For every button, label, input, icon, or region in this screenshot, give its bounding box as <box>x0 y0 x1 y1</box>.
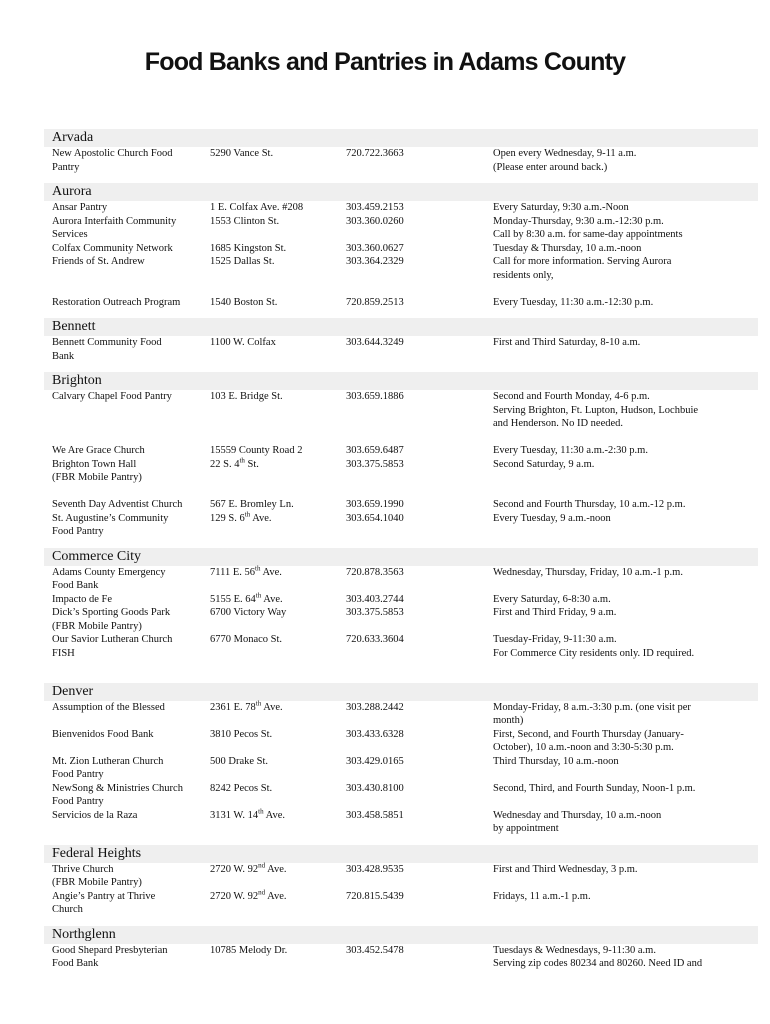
pantry-hours <box>493 336 743 350</box>
pantry-hours-line: Serving zip codes 80234 and 80260. Need ID and <box>493 958 703 969</box>
pantry-address-line: 1 E. Colfax Ave. #208 <box>210 202 304 213</box>
pantry-hours <box>493 512 743 526</box>
pantry-name-line: Mt. Zion Lutheran Church <box>52 755 164 767</box>
pantry-name <box>52 336 207 363</box>
pantry-phone <box>346 201 476 215</box>
pantry-address <box>210 512 340 526</box>
pantry-name-line: Church <box>52 904 83 915</box>
pantry-phone <box>346 782 476 796</box>
pantry-name <box>52 444 207 458</box>
pantry-phone <box>346 498 476 512</box>
pantry-phone <box>346 633 476 647</box>
pantry-name <box>52 606 207 633</box>
pantry-entry <box>44 633 758 674</box>
pantry-name-line: Colfax Community Network <box>52 242 173 254</box>
pantry-name-line: Brighton Town Hall <box>52 458 137 470</box>
pantry-address <box>210 444 340 458</box>
pantry-address <box>210 728 340 742</box>
pantry-phone-line: 720.859.2513 <box>346 296 404 308</box>
pantry-phone <box>346 755 476 769</box>
pantry-entry <box>44 755 758 782</box>
pantry-address <box>210 890 340 904</box>
pantry-phone <box>346 863 476 877</box>
pantry-name <box>52 755 207 782</box>
section-northglenn <box>44 926 758 971</box>
pantry-name-line: (FBR Mobile Pantry) <box>52 620 142 632</box>
pantry-address <box>210 606 340 620</box>
pantry-entry <box>44 728 758 755</box>
pantry-hours <box>493 755 743 769</box>
pantry-name <box>52 390 207 404</box>
pantry-address-line: 6770 Monaco St. <box>210 634 283 645</box>
pantry-hours-line: Call for more information. Serving Aurora <box>493 256 672 267</box>
pantry-entry <box>44 255 758 296</box>
pantry-hours <box>493 566 743 580</box>
pantry-entry <box>44 215 758 242</box>
pantry-address <box>210 701 340 715</box>
pantry-name-line: Bank <box>52 350 75 362</box>
pantry-hours <box>493 809 743 836</box>
pantry-hours <box>493 296 743 310</box>
pantry-name <box>52 863 207 890</box>
section-heading: Federal Heights <box>44 845 758 863</box>
pantry-hours <box>493 147 743 174</box>
section-heading: Commerce City <box>44 548 758 566</box>
section-aurora <box>44 183 758 309</box>
pantry-name-line: NewSong & Ministries Church <box>52 782 183 794</box>
pantry-name <box>52 498 207 512</box>
pantry-phone <box>346 890 476 904</box>
pantry-entry <box>44 809 758 836</box>
pantry-address-line: 3810 Pecos St. <box>210 728 273 740</box>
pantry-phone-line: 303.659.1886 <box>346 391 404 402</box>
pantry-name-line: Bienvenidos Food Bank <box>52 728 154 740</box>
pantry-address <box>210 390 340 404</box>
pantry-name-line: Food Bank <box>52 958 99 969</box>
pantry-entry <box>44 863 758 890</box>
pantry-hours <box>493 458 743 472</box>
pantry-name-line: New Apostolic Church Food <box>52 148 173 159</box>
pantry-phone <box>346 606 476 620</box>
pantry-hours-line: October), 10 a.m.-noon and 3:30-5:30 p.m. <box>493 742 674 753</box>
pantry-phone <box>346 809 476 823</box>
pantry-address <box>210 296 340 310</box>
pantry-hours-line: Wednesday, Thursday, Friday, 10 a.m.-1 p.m. <box>493 566 683 578</box>
pantry-entry <box>44 147 758 174</box>
pantry-hours-line: For Commerce City residents only. ID required. <box>493 647 695 659</box>
pantry-entry <box>44 944 758 971</box>
pantry-name-line: Seventh Day Adventist Church <box>52 499 183 510</box>
pantry-address-line: 1540 Boston St. <box>210 296 278 308</box>
pantry-phone <box>346 512 476 526</box>
pantry-name-line: FISH <box>52 647 75 659</box>
pantry-address <box>210 593 340 607</box>
pantry-hours-line: Every Tuesday, 11:30 a.m.-2:30 p.m. <box>493 445 648 456</box>
pantry-name-line: Angie’s Pantry at Thrive <box>52 890 156 902</box>
pantry-hours <box>493 728 743 755</box>
pantry-hours-line: Every Tuesday, 11:30 a.m.-12:30 p.m. <box>493 296 654 308</box>
pantry-name <box>52 728 207 742</box>
pantry-name-line: Food Bank <box>52 580 99 591</box>
pantry-name-line: Food Pantry <box>52 796 104 807</box>
pantry-address-line: 2720 W. 92nd Ave. <box>210 861 287 875</box>
pantry-phone <box>346 336 476 350</box>
pantry-address <box>210 944 340 958</box>
pantry-name-line: Thrive Church <box>52 863 114 875</box>
pantry-hours <box>493 863 743 877</box>
pantry-hours <box>493 215 743 242</box>
pantry-hours-line: Second, Third, and Fourth Sunday, Noon-1 p.m. <box>493 782 696 794</box>
pantry-phone-line: 720.878.3563 <box>346 566 404 578</box>
pantry-name <box>52 782 207 809</box>
section-heading: Bennett <box>44 318 758 336</box>
pantry-address <box>210 782 340 796</box>
pantry-entry <box>44 593 758 607</box>
pantry-name <box>52 201 207 215</box>
pantry-name-line: We Are Grace Church <box>52 445 145 456</box>
pantry-hours <box>493 390 743 431</box>
pantry-hours <box>493 242 743 256</box>
pantry-name <box>52 147 207 174</box>
pantry-name <box>52 458 207 485</box>
pantry-address <box>210 566 340 580</box>
document-title: Food Banks and Pantries in Adams County <box>144 48 626 76</box>
pantry-address <box>210 809 340 823</box>
directory <box>44 129 758 980</box>
pantry-hours-line: Monday-Thursday, 9:30 a.m.-12:30 p.m. <box>493 215 664 227</box>
pantry-hours-line: Wednesday and Thursday, 10 a.m.-noon <box>493 809 662 821</box>
pantry-phone <box>346 255 476 269</box>
pantry-name-line: St. Augustine’s Community <box>52 512 169 524</box>
pantry-address-line: 5290 Vance St. <box>210 148 274 159</box>
pantry-hours-line: First, Second, and Fourth Thursday (January- <box>493 728 684 740</box>
pantry-hours-line: Every Tuesday, 9 a.m.-noon <box>493 512 611 524</box>
pantry-name <box>52 215 207 242</box>
pantry-phone <box>346 444 476 458</box>
pantry-address <box>210 633 340 647</box>
pantry-phone-line: 303.430.8100 <box>346 782 404 794</box>
pantry-entry <box>44 606 758 633</box>
pantry-address-line: 7111 E. 56th Ave. <box>210 564 282 578</box>
section-heading: Brighton <box>44 372 758 390</box>
pantry-name-line: Calvary Chapel Food Pantry <box>52 391 172 402</box>
pantry-phone <box>346 593 476 607</box>
pantry-hours <box>493 255 743 282</box>
pantry-entry <box>44 242 758 256</box>
pantry-address-line: 5155 E. 64th Ave. <box>210 591 283 605</box>
pantry-hours <box>493 782 743 796</box>
pantry-entry <box>44 201 758 215</box>
pantry-hours-line: Monday-Friday, 8 a.m.-3:30 p.m. (one visit per <box>493 701 691 713</box>
pantry-address <box>210 201 340 215</box>
pantry-name-line: Good Shepard Presbyterian <box>52 944 168 956</box>
pantry-address <box>210 215 340 229</box>
pantry-name <box>52 512 207 539</box>
pantry-name-line: Dick’s Sporting Goods Park <box>52 607 171 618</box>
pantry-phone <box>346 566 476 580</box>
section-heading: Denver <box>44 683 758 701</box>
pantry-hours-line: Second and Fourth Thursday, 10 a.m.-12 p.m. <box>493 499 686 510</box>
pantry-address-line: 3131 W. 14th Ave. <box>210 807 285 821</box>
pantry-phone-line: 303.360.0260 <box>346 215 404 227</box>
section-federal-heights <box>44 845 758 917</box>
pantry-address-line: 1100 W. Colfax <box>210 337 276 348</box>
pantry-hours-line: Serving Brighton, Ft. Lupton, Hudson, Lochbuie <box>493 404 699 416</box>
pantry-phone-line: 720.815.5439 <box>346 890 404 902</box>
pantry-address-line: 6700 Victory Way <box>210 607 287 618</box>
pantry-phone-line: 303.659.1990 <box>346 499 404 510</box>
pantry-hours-line: Second and Fourth Monday, 4-6 p.m. <box>493 391 650 402</box>
pantry-phone-line: 303.364.2329 <box>346 256 404 267</box>
pantry-phone <box>346 296 476 310</box>
pantry-phone <box>346 701 476 715</box>
pantry-phone-line: 303.360.0627 <box>346 242 404 254</box>
pantry-phone-line: 720.722.3663 <box>346 148 404 159</box>
pantry-name-line: Pantry <box>52 161 80 173</box>
pantry-name-line: Bennett Community Food <box>52 337 162 348</box>
pantry-hours <box>493 606 743 620</box>
pantry-address-line: 22 S. 4th St. <box>210 456 259 470</box>
pantry-name <box>52 944 207 971</box>
pantry-hours <box>493 944 743 971</box>
pantry-name-line: Food Pantry <box>52 769 104 780</box>
pantry-hours-line: First and Third Friday, 9 a.m. <box>493 607 617 618</box>
pantry-phone-line: 303.375.5853 <box>346 458 404 470</box>
pantry-phone-line: 303.659.6487 <box>346 445 404 456</box>
pantry-name <box>52 890 207 917</box>
pantry-entry <box>44 701 758 728</box>
pantry-address-line: 2361 E. 78th Ave. <box>210 699 283 713</box>
pantry-address-line: 10785 Melody Dr. <box>210 944 288 956</box>
pantry-hours-line: Tuesdays & Wednesdays, 9-11:30 a.m. <box>493 944 656 956</box>
pantry-hours <box>493 701 743 728</box>
pantry-name-line: Restoration Outreach Program <box>52 296 181 308</box>
pantry-name <box>52 809 207 823</box>
pantry-address-line: 2720 W. 92nd Ave. <box>210 888 287 902</box>
pantry-name-line: (FBR Mobile Pantry) <box>52 877 142 888</box>
pantry-hours <box>493 633 743 660</box>
pantry-hours <box>493 498 743 512</box>
pantry-phone <box>346 147 476 161</box>
section-heading: Aurora <box>44 183 758 201</box>
pantry-name <box>52 255 207 269</box>
pantry-hours-line: Tuesday-Friday, 9-11:30 a.m. <box>493 634 617 645</box>
pantry-name-line: Food Pantry <box>52 526 104 537</box>
pantry-hours-line: and Henderson. No ID needed. <box>493 418 624 429</box>
section-denver <box>44 683 758 836</box>
pantry-hours-line: Call by 8:30 a.m. for same-day appointments <box>493 229 683 240</box>
pantry-hours-line: Open every Wednesday, 9-11 a.m. <box>493 148 637 159</box>
pantry-phone-line: 303.459.2153 <box>346 202 404 213</box>
pantry-phone-line: 303.458.5851 <box>346 809 404 821</box>
pantry-address <box>210 498 340 512</box>
section-arvada <box>44 129 758 174</box>
pantry-hours-line: Third Thursday, 10 a.m.-noon <box>493 755 619 767</box>
pantry-hours-line: First and Third Saturday, 8-10 a.m. <box>493 337 641 348</box>
pantry-address-line: 567 E. Bromley Ln. <box>210 499 294 510</box>
pantry-name-line: (FBR Mobile Pantry) <box>52 472 142 483</box>
pantry-phone-line: 303.429.0165 <box>346 755 404 767</box>
pantry-hours-line: month) <box>493 715 524 726</box>
pantry-address-line: 500 Drake St. <box>210 755 269 767</box>
pantry-name <box>52 701 207 715</box>
section-heading: Arvada <box>44 129 758 147</box>
pantry-address <box>210 242 340 256</box>
pantry-address <box>210 458 340 472</box>
pantry-hours-line: First and Third Wednesday, 3 p.m. <box>493 863 638 875</box>
pantry-phone-line: 303.428.9535 <box>346 863 404 875</box>
pantry-hours-line: (Please enter around back.) <box>493 161 608 173</box>
pantry-phone-line: 303.644.3249 <box>346 337 404 348</box>
pantry-hours-line: Second Saturday, 9 a.m. <box>493 458 595 470</box>
pantry-entry <box>44 390 758 444</box>
pantry-phone <box>346 944 476 958</box>
pantry-entry <box>44 458 758 499</box>
pantry-address-line: 129 S. 6th Ave. <box>210 510 272 524</box>
pantry-name <box>52 242 207 256</box>
pantry-name <box>52 633 207 660</box>
pantry-address <box>210 147 340 161</box>
pantry-address <box>210 255 340 269</box>
pantry-name-line: Aurora Interfaith Community <box>52 215 177 227</box>
pantry-name <box>52 566 207 593</box>
pantry-hours <box>493 201 743 215</box>
pantry-address <box>210 336 340 350</box>
pantry-hours-line: Every Saturday, 6-8:30 a.m. <box>493 593 611 605</box>
pantry-phone-line: 303.654.1040 <box>346 512 404 524</box>
section-brighton <box>44 372 758 539</box>
pantry-address-line: 8242 Pecos St. <box>210 782 273 794</box>
pantry-name-line: Impacto de Fe <box>52 593 113 605</box>
pantry-entry <box>44 498 758 512</box>
pantry-name-line: Our Savior Lutheran Church <box>52 634 173 645</box>
pantry-address-line: 103 E. Bridge St. <box>210 391 283 402</box>
pantry-name-line: Assumption of the Blessed <box>52 701 165 713</box>
pantry-hours-line: Tuesday & Thursday, 10 a.m.-noon <box>493 242 642 254</box>
pantry-phone <box>346 728 476 742</box>
pantry-name-line: Friends of St. Andrew <box>52 256 145 267</box>
pantry-hours-line: Every Saturday, 9:30 a.m.-Noon <box>493 202 629 213</box>
pantry-phone-line: 720.633.3604 <box>346 634 404 645</box>
pantry-phone <box>346 215 476 229</box>
pantry-phone-line: 303.288.2442 <box>346 701 404 713</box>
pantry-hours <box>493 444 743 458</box>
pantry-phone <box>346 390 476 404</box>
pantry-entry <box>44 512 758 539</box>
pantry-name-line: Services <box>52 229 88 240</box>
section-heading: Northglenn <box>44 926 758 944</box>
section-commerce-city <box>44 548 758 674</box>
pantry-hours-line: by appointment <box>493 823 559 834</box>
pantry-entry <box>44 336 758 363</box>
pantry-name-line: Adams County Emergency <box>52 566 166 578</box>
pantry-hours-line: Fridays, 11 a.m.-1 p.m. <box>493 890 591 902</box>
pantry-hours-line: residents only, <box>493 269 554 281</box>
pantry-hours <box>493 890 743 904</box>
pantry-phone <box>346 458 476 472</box>
pantry-address-line: 1525 Dallas St. <box>210 256 275 267</box>
pantry-phone-line: 303.375.5853 <box>346 607 404 618</box>
pantry-entry <box>44 890 758 917</box>
pantry-address-line: 1685 Kingston St. <box>210 242 287 254</box>
pantry-phone-line: 303.433.6328 <box>346 728 404 740</box>
pantry-phone-line: 303.452.5478 <box>346 944 404 956</box>
pantry-entry <box>44 782 758 809</box>
pantry-entry <box>44 444 758 458</box>
pantry-name-line: Servicios de la Raza <box>52 809 138 821</box>
pantry-name-line: Ansar Pantry <box>52 202 108 213</box>
pantry-entry <box>44 566 758 593</box>
pantry-address <box>210 755 340 769</box>
pantry-phone <box>346 242 476 256</box>
pantry-hours <box>493 593 743 607</box>
pantry-name <box>52 593 207 607</box>
pantry-address <box>210 863 340 877</box>
pantry-address-line: 1553 Clinton St. <box>210 215 280 227</box>
pantry-phone-line: 303.403.2744 <box>346 593 404 605</box>
section-bennett <box>44 318 758 363</box>
pantry-address-line: 15559 County Road 2 <box>210 445 303 456</box>
pantry-entry <box>44 296 758 310</box>
pantry-name <box>52 296 207 310</box>
